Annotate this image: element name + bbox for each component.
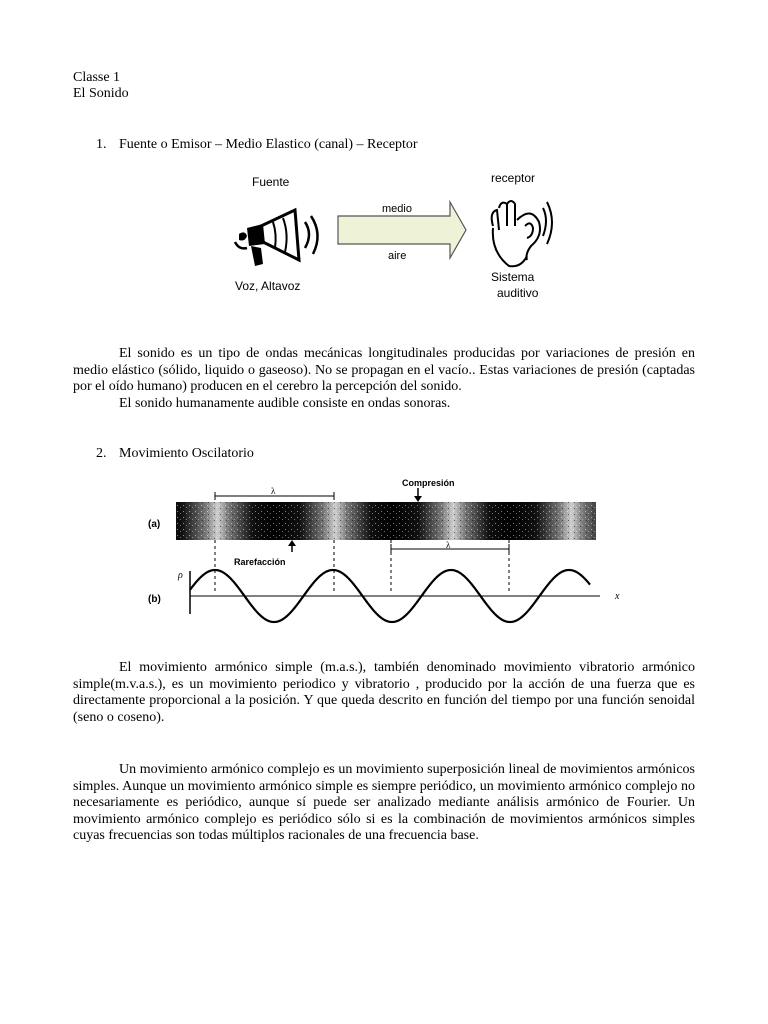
label-a: (a) bbox=[148, 519, 161, 530]
label-b: (b) bbox=[148, 594, 161, 605]
section-2-paragraph-2: Un movimiento armónico complejo es un movimiento superposición lineal de movimientos armónicos simples. Aunque un movimiento armónico simple es siempre periódico, un movimiento armónico complejo no necesariamente es periódico, aunque sí puede ser analizado mediante análisis armónico de Fourier. Un movimiento armónico complejo es periódico sólo si es la combinación de movimientos armónicos simples cuyas frecuencias son todas múltiplos racionales de una frecuencia base. bbox=[73, 762, 695, 843]
section-1-paragraph-1: El sonido es un tipo de ondas mecánicas longitudinales producidas por variaciones de presión en medio elástico (sólido, liquido o gaseoso). No se propagan en el vacío.. Estas variaciones de presión (captadas por el oído humano) producen en el cerebro la percepción del sonido. bbox=[73, 346, 695, 394]
document-title: El Sonido bbox=[73, 86, 129, 101]
ear-hand-icon bbox=[492, 201, 552, 266]
communication-diagram bbox=[225, 168, 555, 308]
x-axis-label: x bbox=[615, 591, 620, 602]
section-1-heading bbox=[96, 137, 418, 154]
receiver-caption-1: Sistema bbox=[491, 270, 535, 284]
lambda-label-top: λ bbox=[271, 486, 276, 496]
arrow-top-label: medio bbox=[382, 203, 412, 215]
section-1-number: 1. bbox=[96, 137, 107, 152]
class-label: Classe 1 bbox=[73, 70, 121, 85]
source-label: Fuente bbox=[252, 175, 290, 189]
source-caption: Voz, Altavoz bbox=[235, 279, 301, 293]
megaphone-icon bbox=[235, 210, 318, 266]
oscillation-figure bbox=[140, 474, 630, 634]
section-2-paragraph-1: El movimiento armónico simple (m.a.s.), también denominado movimiento vibratorio armónico simple(m.v.a.s.), es un movimiento periodico y vibratorio , producido por la acción de una fuerza que es directamente proporcional a la posición. Y que queda descrito en función del tiempo por una función senoidal (seno o coseno). bbox=[73, 660, 695, 725]
rarefaction-label: Rarefacción bbox=[234, 557, 286, 567]
section-1-paragraph-2: El sonido humanamente audible consiste en ondas sonoras. bbox=[119, 396, 451, 411]
compression-band bbox=[176, 502, 596, 540]
lambda-label-bottom: λ bbox=[446, 540, 451, 550]
compression-label: Compresión bbox=[402, 478, 455, 488]
section-1-title: Fuente o Emisor – Medio Elastico (canal) – Receptor bbox=[119, 137, 418, 152]
receiver-caption-2: auditivo bbox=[497, 286, 539, 300]
arrow-bottom-label: aire bbox=[388, 250, 407, 262]
section-2-number: 2. bbox=[96, 446, 107, 461]
section-2-title: Movimiento Oscilatorio bbox=[119, 446, 254, 461]
receiver-label: receptor bbox=[491, 171, 536, 185]
section-2-heading bbox=[96, 446, 254, 463]
rho-label: ρ bbox=[178, 570, 183, 581]
